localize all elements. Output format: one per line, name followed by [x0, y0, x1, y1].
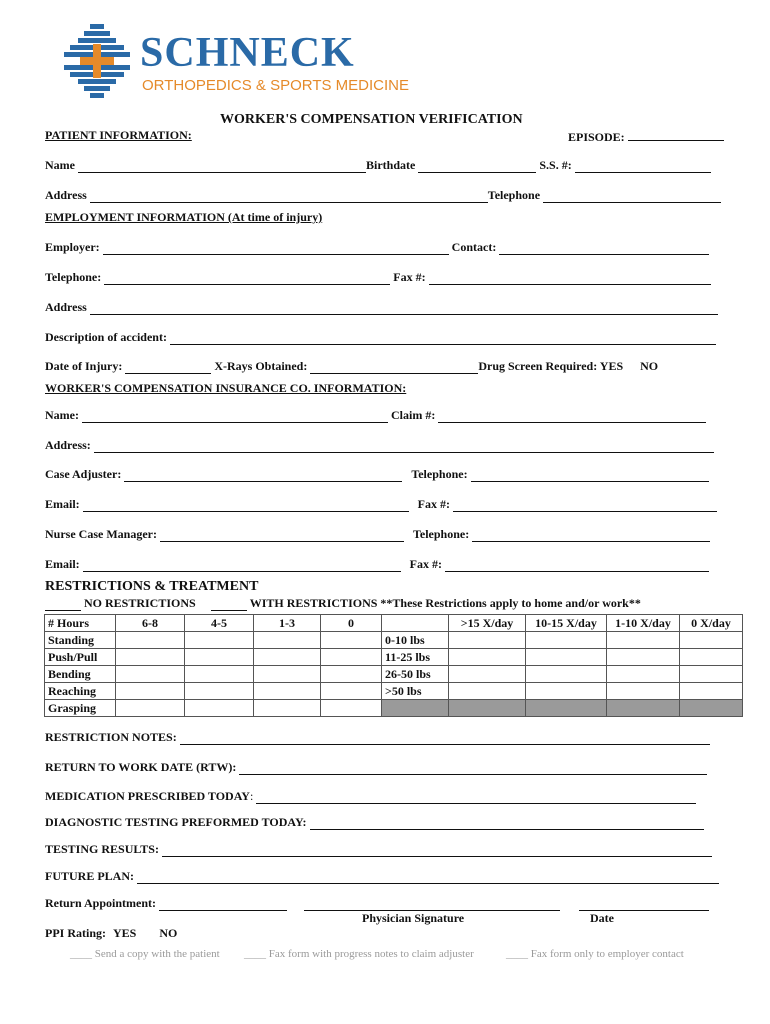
- employment-row-3: [45, 300, 718, 315]
- ins-name-field[interactable]: [82, 410, 388, 423]
- emp-telephone-field[interactable]: [104, 272, 390, 285]
- rtw-label: RETURN TO WORK DATE (RTW):: [45, 760, 237, 774]
- ppi-row: [45, 926, 177, 941]
- name-field[interactable]: [78, 160, 366, 173]
- header-cell: # Hours: [45, 615, 116, 632]
- emp-telephone-label: Telephone:: [45, 270, 102, 284]
- header-cell: 1-3: [254, 615, 321, 632]
- testing-results-field[interactable]: [162, 844, 712, 857]
- insurance-row-6: [45, 557, 709, 572]
- ssn-label: S.S. #:: [539, 158, 572, 172]
- insurance-row-1: [45, 408, 706, 423]
- case-adjuster-field[interactable]: [124, 469, 402, 482]
- address-field[interactable]: [90, 190, 488, 203]
- employment-row-5: [45, 359, 658, 374]
- table-cell[interactable]: [526, 666, 607, 683]
- table-row: [45, 666, 743, 683]
- ins-email-field[interactable]: [83, 499, 409, 512]
- table-cell[interactable]: [116, 632, 185, 649]
- address-label: Address: [45, 188, 87, 202]
- description-label: Description of accident:: [45, 330, 167, 344]
- notes-row-5: [45, 842, 712, 857]
- table-cell[interactable]: [680, 683, 743, 700]
- telephone-field[interactable]: [543, 190, 721, 203]
- table-cell: [382, 615, 449, 632]
- medication-field[interactable]: [256, 791, 696, 804]
- table-cell[interactable]: [185, 632, 254, 649]
- diagnostic-label: DIAGNOSTIC TESTING PREFORMED TODAY:: [45, 815, 307, 829]
- future-plan-field[interactable]: [137, 871, 719, 884]
- ins-telephone-label: Telephone:: [411, 467, 468, 481]
- header-cell: >15 X/day: [449, 615, 526, 632]
- birthdate-field[interactable]: [418, 160, 536, 173]
- return-appointment-label: Return Appointment:: [45, 896, 157, 910]
- ins-fax-field[interactable]: [453, 499, 717, 512]
- medication-label: MEDICATION PRESCRIBED TODAY: [45, 789, 250, 803]
- restrictions-heading: RESTRICTIONS & TREATMENT: [45, 579, 259, 594]
- contact-field[interactable]: [499, 242, 709, 255]
- nurse-fax-label: Fax #:: [409, 557, 442, 571]
- no-restrictions-blank[interactable]: [45, 598, 81, 611]
- ppi-label: PPI Rating:: [45, 926, 106, 940]
- birthdate-label: Birthdate: [366, 158, 416, 172]
- nurse-email-field[interactable]: [83, 559, 401, 572]
- table-cell[interactable]: [321, 649, 382, 666]
- nurse-fax-field[interactable]: [445, 559, 709, 572]
- insurance-row-2: [45, 438, 714, 453]
- table-cell[interactable]: [321, 683, 382, 700]
- grey-cell: [526, 700, 607, 717]
- name-label: Name: [45, 158, 75, 172]
- date-label: Date: [590, 911, 614, 925]
- ppi-no[interactable]: NO: [159, 926, 178, 940]
- header-cell: 6-8: [116, 615, 185, 632]
- table-cell[interactable]: [526, 632, 607, 649]
- rtw-field[interactable]: [239, 762, 707, 775]
- nurse-label: Nurse Case Manager:: [45, 527, 157, 541]
- header-cell: 1-10 X/day: [607, 615, 680, 632]
- restrictions-table: [44, 614, 743, 717]
- table-cell[interactable]: [185, 700, 254, 717]
- telephone-label: Telephone: [487, 188, 541, 202]
- logo-name: SCHNECK: [140, 30, 355, 76]
- ins-fax-label: Fax #:: [417, 497, 450, 511]
- table-cell[interactable]: [607, 683, 680, 700]
- date-field[interactable]: [579, 898, 709, 911]
- table-cell[interactable]: [607, 666, 680, 683]
- restriction-notes-label: RESTRICTION NOTES:: [45, 730, 177, 744]
- ppi-yes[interactable]: YES: [113, 926, 137, 940]
- date-of-injury-field[interactable]: [125, 361, 211, 374]
- table-cell[interactable]: [449, 683, 526, 700]
- with-restrictions-blank[interactable]: [211, 598, 247, 611]
- ins-address-label: Address:: [45, 438, 91, 452]
- table-cell[interactable]: [607, 632, 680, 649]
- notes-row-3: MEDICATION PRESCRIBED TODAY:: [45, 789, 696, 804]
- table-cell[interactable]: [254, 649, 321, 666]
- contact-label: Contact:: [451, 240, 497, 254]
- ssn-field[interactable]: [575, 160, 711, 173]
- table-cell[interactable]: [321, 632, 382, 649]
- notes-row-4: [45, 815, 704, 830]
- with-restrictions-label: WITH RESTRICTIONS **These Restrictions apply to home and/or work**: [249, 596, 641, 610]
- insurance-row-3: [45, 467, 709, 482]
- table-cell[interactable]: [449, 666, 526, 683]
- footer-option-fax-employer[interactable]: ____ Fax form only to employer contact: [506, 948, 684, 960]
- employment-row-4: [45, 330, 716, 345]
- table-cell[interactable]: [321, 666, 382, 683]
- nurse-telephone-field[interactable]: [472, 529, 710, 542]
- emp-address-label: Address: [45, 300, 87, 314]
- patient-heading: PATIENT INFORMATION:: [45, 128, 192, 142]
- insurance-row-4: [45, 497, 717, 512]
- ins-email-label: Email:: [45, 497, 80, 511]
- ins-name-label: Name:: [45, 408, 79, 422]
- table-cell[interactable]: [116, 666, 185, 683]
- future-plan-label: FUTURE PLAN:: [45, 869, 134, 883]
- table-cell[interactable]: [680, 632, 743, 649]
- notes-row-6: [45, 869, 719, 884]
- logo: [60, 22, 409, 102]
- patient-row-1: [45, 158, 711, 173]
- table-cell[interactable]: [116, 683, 185, 700]
- table-row: [45, 615, 743, 632]
- grey-cell: [449, 700, 526, 717]
- form-title: WORKER'S COMPENSATION VERIFICATION: [220, 112, 523, 127]
- table-cell[interactable]: [526, 649, 607, 666]
- activity-cell: Standing: [45, 632, 116, 649]
- episode-label: EPISODE:: [568, 130, 625, 144]
- restrictions-options: [45, 596, 641, 611]
- employment-heading: EMPLOYMENT INFORMATION (At time of injury): [45, 210, 323, 224]
- table-row: [45, 683, 743, 700]
- nurse-telephone-label: Telephone:: [412, 527, 470, 541]
- testing-results-label: TESTING RESULTS:: [45, 842, 159, 856]
- activity-cell: Bending: [45, 666, 116, 683]
- table-cell[interactable]: [116, 700, 185, 717]
- case-adjuster-label: Case Adjuster:: [45, 467, 122, 481]
- activity-cell: Reaching: [45, 683, 116, 700]
- emp-fax-field[interactable]: [429, 272, 711, 285]
- weight-cell: 0-10 lbs: [382, 632, 449, 649]
- claim-field[interactable]: [438, 410, 706, 423]
- table-cell[interactable]: [321, 700, 382, 717]
- table-cell[interactable]: [185, 649, 254, 666]
- description-field[interactable]: [170, 332, 716, 345]
- table-cell[interactable]: [254, 700, 321, 717]
- activity-cell: Push/Pull: [45, 649, 116, 666]
- xrays-field[interactable]: [310, 361, 478, 374]
- emp-fax-label: Fax #:: [393, 270, 426, 284]
- physician-signature-field[interactable]: [304, 898, 560, 911]
- table-cell[interactable]: [254, 666, 321, 683]
- weight-cell: 26-50 lbs: [382, 666, 449, 683]
- no-restrictions-label: NO RESTRICTIONS: [84, 596, 196, 610]
- ins-telephone-field[interactable]: [471, 469, 709, 482]
- weight-cell: 11-25 lbs: [382, 649, 449, 666]
- date-of-injury-label: Date of Injury:: [45, 359, 123, 373]
- table-cell[interactable]: [449, 649, 526, 666]
- header-cell: 0 X/day: [680, 615, 743, 632]
- return-appointment-field[interactable]: [159, 898, 287, 911]
- diagnostic-field[interactable]: [310, 817, 704, 830]
- table-cell[interactable]: [680, 666, 743, 683]
- weight-cell: >50 lbs: [382, 683, 449, 700]
- table-cell[interactable]: [185, 683, 254, 700]
- employment-row-1: [45, 240, 709, 255]
- physician-signature-label: Physician Signature: [362, 911, 465, 925]
- notes-row-2: [45, 760, 707, 775]
- episode-field[interactable]: [568, 128, 724, 145]
- table-row: [45, 649, 743, 666]
- footer-option-send-copy[interactable]: ____ Send a copy with the patient: [70, 948, 220, 960]
- logo-tagline: ORTHOPEDICS & SPORTS MEDICINE: [142, 77, 409, 94]
- patient-row-2: [45, 188, 721, 203]
- activity-cell: Grasping: [45, 700, 116, 717]
- table-cell[interactable]: [116, 649, 185, 666]
- table-cell[interactable]: [185, 666, 254, 683]
- drug-screen-label: Drug Screen Required: YES: [478, 359, 624, 373]
- claim-label: Claim #:: [390, 408, 436, 422]
- grey-cell: [607, 700, 680, 717]
- table-row: [45, 632, 743, 649]
- table-cell[interactable]: [526, 683, 607, 700]
- employer-field[interactable]: [103, 242, 449, 255]
- header-cell: 10-15 X/day: [526, 615, 607, 632]
- logo-mark-icon: [60, 24, 134, 98]
- xrays-label: X-Rays Obtained:: [214, 359, 308, 373]
- grey-cell: [680, 700, 743, 717]
- table-cell[interactable]: [254, 683, 321, 700]
- restriction-notes-field[interactable]: [180, 732, 710, 745]
- grey-cell: [382, 700, 449, 717]
- ins-address-field[interactable]: [94, 440, 714, 453]
- table-cell[interactable]: [680, 649, 743, 666]
- nurse-field[interactable]: [160, 529, 404, 542]
- table-row: [45, 700, 743, 717]
- emp-address-field[interactable]: [90, 302, 718, 315]
- notes-row-1: [45, 730, 710, 745]
- table-cell[interactable]: [449, 632, 526, 649]
- header-cell: 0: [321, 615, 382, 632]
- notes-row-7: [45, 896, 709, 911]
- drug-screen-no[interactable]: NO: [640, 359, 659, 373]
- insurance-heading: WORKER'S COMPENSATION INSURANCE CO. INFORMATION:: [45, 381, 407, 395]
- employer-label: Employer:: [45, 240, 100, 254]
- footer-option-fax-adjuster[interactable]: ____ Fax form with progress notes to claim adjuster: [244, 948, 474, 960]
- header-cell: 4-5: [185, 615, 254, 632]
- insurance-row-5: [45, 527, 710, 542]
- nurse-email-label: Email:: [45, 557, 80, 571]
- employment-row-2: [45, 270, 711, 285]
- table-cell[interactable]: [607, 649, 680, 666]
- table-cell[interactable]: [254, 632, 321, 649]
